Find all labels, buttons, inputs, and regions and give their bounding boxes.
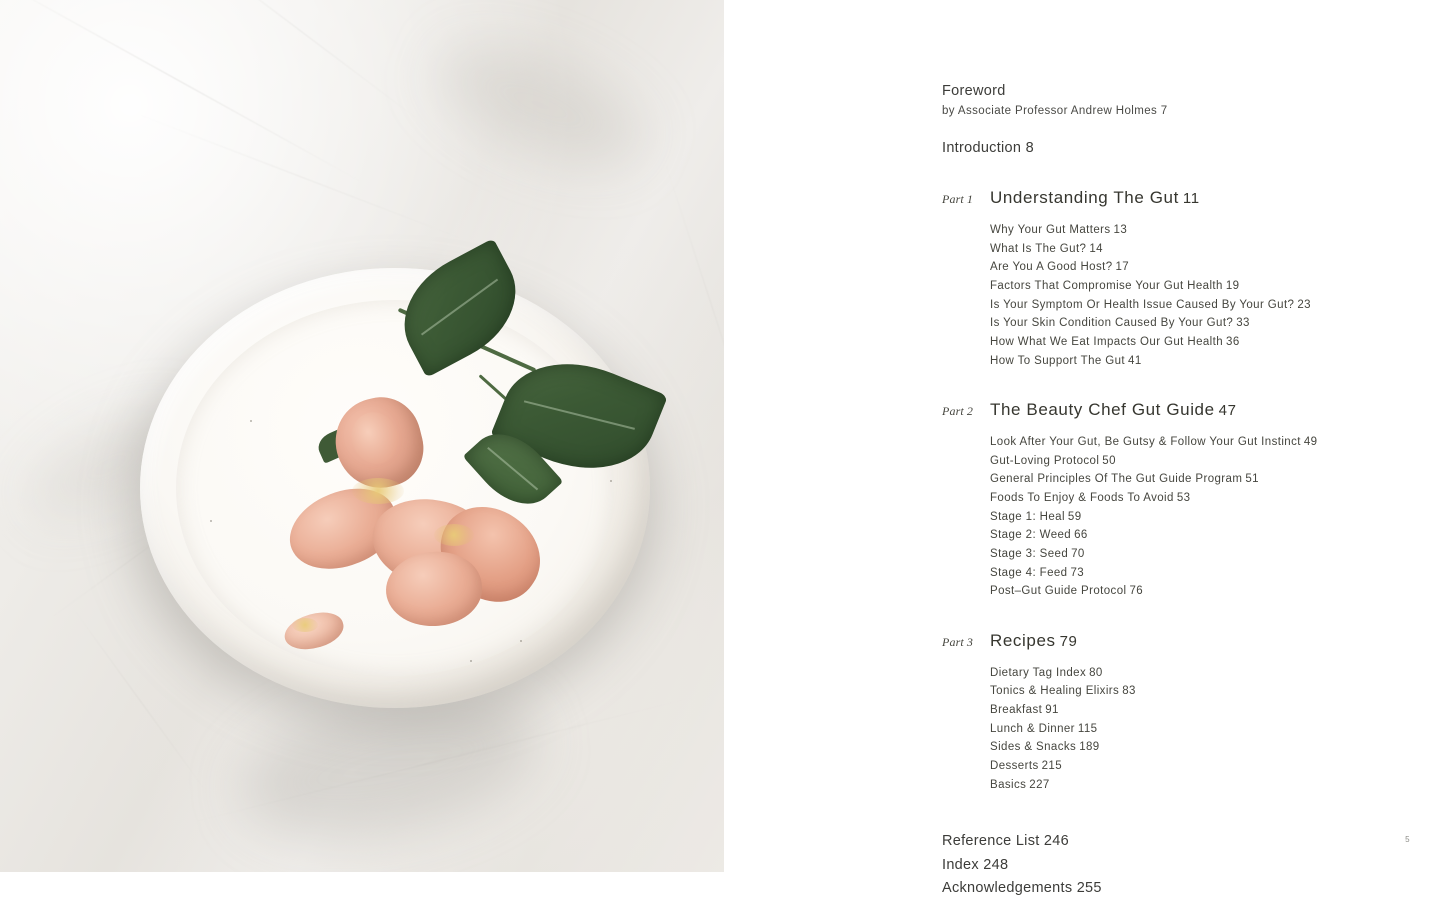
- toc-entry: [990, 352, 1412, 371]
- index-entry: Index 248: [942, 856, 1009, 873]
- toc-entry-page: 33: [1236, 317, 1250, 330]
- plate-speck: [470, 660, 472, 662]
- toc-entry: [990, 221, 1412, 240]
- toc-entry-text: Desserts: [990, 759, 1039, 772]
- toc-entry: [990, 489, 1412, 508]
- toc-entry: [990, 452, 1412, 471]
- introduction-entry: Introduction 8: [942, 139, 1034, 156]
- toc-entry-page: 51: [1245, 473, 1259, 486]
- toc-entry: [990, 433, 1412, 452]
- part-1-entries: [990, 221, 1412, 370]
- toc-entry: [990, 564, 1412, 583]
- toc-entry-text: Basics: [990, 778, 1027, 791]
- part-page: 79: [1059, 632, 1078, 650]
- part-3-entries: [990, 664, 1412, 794]
- toc-entry-text: Factors That Compromise Your Gut Health: [990, 280, 1223, 292]
- toc-entry: [990, 582, 1412, 601]
- toc-entry: [990, 664, 1412, 683]
- toc-entry-text: Breakfast: [990, 704, 1043, 716]
- contents-page: [724, 0, 1440, 897]
- part-title-text: The Beauty Chef Gut Guide: [990, 400, 1215, 420]
- toc-entry-page: 66: [1074, 529, 1088, 542]
- part-heading-3: [942, 631, 1412, 651]
- toc-entry-page: 189: [1079, 741, 1100, 754]
- toc-entry-page: 115: [1077, 722, 1098, 735]
- toc-entry-text: Sides & Snacks: [990, 741, 1077, 754]
- toc-entry-page: 227: [1029, 778, 1050, 791]
- toc-entry-page: 41: [1128, 354, 1142, 367]
- part-heading-2: [942, 400, 1412, 420]
- toc-entry-text: Post–Gut Guide Protocol: [990, 585, 1127, 598]
- toc-entry-text: Are You A Good Host?: [990, 261, 1113, 274]
- part-page: 11: [1182, 190, 1200, 208]
- toc-entry-text: Stage 2: Weed: [990, 529, 1072, 542]
- spacer: [942, 117, 1412, 139]
- foreword-author: by Associate Professor Andrew Holmes 7: [942, 104, 1168, 117]
- toc-entry-page: 23: [1297, 298, 1311, 311]
- reference-list-entry: Reference List 246: [942, 833, 1069, 850]
- toc-entry-page: 70: [1071, 547, 1085, 560]
- toc-entry-page: 49: [1303, 436, 1318, 449]
- toc-entry-text: Is Your Symptom Or Health Issue Caused By Your Gut?: [990, 298, 1295, 311]
- part-title: [990, 631, 1077, 651]
- toc-entry: [990, 545, 1412, 564]
- photo-page: [0, 0, 724, 872]
- toc-entry-page: 80: [1089, 666, 1103, 679]
- toc-entry-text: How What We Eat Impacts Our Gut Health: [990, 335, 1224, 348]
- plate-speck: [520, 640, 522, 642]
- toc-entry-page: 50: [1102, 454, 1116, 467]
- part-label: Part 3: [942, 634, 974, 649]
- toc-entry-page: 36: [1226, 335, 1240, 348]
- toc-entry-page: 19: [1225, 280, 1240, 292]
- toc-entry-page: 59: [1067, 510, 1082, 523]
- toc-entry-text: Is Your Skin Condition Caused By Your Gut?: [990, 317, 1234, 330]
- toc-entry-text: What Is The Gut?: [990, 242, 1087, 255]
- toc-entry: [990, 720, 1412, 739]
- toc-entry-page: 17: [1115, 261, 1130, 274]
- plate-speck: [250, 420, 252, 422]
- part-title-text: Understanding The Gut: [990, 188, 1179, 208]
- pollen-highlight: [292, 618, 318, 632]
- toc-entry-text: How To Support The Gut: [990, 354, 1126, 367]
- toc-entry-text: Tonics & Healing Elixirs: [990, 685, 1120, 698]
- toc-entry: [990, 776, 1412, 795]
- acknowledgements-entry: Acknowledgements 255: [942, 880, 1102, 897]
- toc-entry-text: Gut-Loving Protocol: [990, 454, 1100, 467]
- foreword-title: Foreword: [942, 83, 1006, 99]
- part-page: 47: [1218, 402, 1237, 420]
- plate-speck: [610, 480, 612, 482]
- toc-entry-page: 13: [1113, 224, 1128, 237]
- part-title: [990, 400, 1237, 420]
- part-title: [990, 188, 1200, 208]
- part-label: Part 1: [942, 192, 974, 207]
- page-number: 5: [1405, 835, 1410, 844]
- toc-entry-page: 83: [1122, 685, 1136, 698]
- part-title-text: Recipes: [990, 630, 1056, 650]
- back-matter: [942, 830, 1412, 900]
- toc-entry-text: General Principles Of The Gut Guide Program: [990, 473, 1243, 486]
- toc-entry-page: 91: [1045, 704, 1059, 716]
- part-heading-1: [942, 188, 1412, 208]
- pollen-highlight: [352, 478, 404, 504]
- toc-entry-text: Foods To Enjoy & Foods To Avoid: [990, 492, 1174, 504]
- toc-entry: [990, 738, 1412, 757]
- toc-entry-text: Stage 3: Seed: [990, 547, 1069, 560]
- front-matter-foreword: [942, 82, 1412, 117]
- part-2-entries: [990, 433, 1412, 601]
- toc-entry-page: 76: [1129, 585, 1144, 598]
- toc-entry: [990, 526, 1412, 545]
- toc-entry: [990, 277, 1412, 296]
- toc-entry-text: Stage 4: Feed: [990, 566, 1068, 579]
- pollen-highlight: [434, 524, 474, 546]
- toc-entry-text: Dietary Tag Index: [990, 666, 1087, 679]
- toc-entry: [990, 314, 1412, 333]
- toc-entry: [990, 682, 1412, 701]
- toc-entry: [990, 757, 1412, 776]
- toc-entry: [990, 701, 1412, 720]
- toc-entry: [990, 333, 1412, 352]
- toc-entry-text: Stage 1: Heal: [990, 510, 1065, 523]
- toc-entry: [990, 296, 1412, 315]
- toc-entry-page: 215: [1041, 759, 1062, 772]
- toc-entry-page: 53: [1176, 492, 1191, 504]
- plate-speck: [210, 520, 212, 522]
- toc-entry: [990, 258, 1412, 277]
- toc-entry-page: 73: [1070, 566, 1085, 579]
- toc-entry: [990, 470, 1412, 489]
- toc-entry-page: 14: [1089, 242, 1103, 255]
- toc-entry-text: Why Your Gut Matters: [990, 224, 1111, 237]
- toc-entry: [990, 240, 1412, 259]
- toc-entry-text: Look After Your Gut, Be Gutsy & Follow Your Gut Instinct: [990, 436, 1301, 449]
- toc-entry-text: Lunch & Dinner: [990, 722, 1075, 735]
- toc-entry: [990, 508, 1412, 527]
- part-label: Part 2: [942, 404, 974, 419]
- contents-list: [942, 82, 1412, 901]
